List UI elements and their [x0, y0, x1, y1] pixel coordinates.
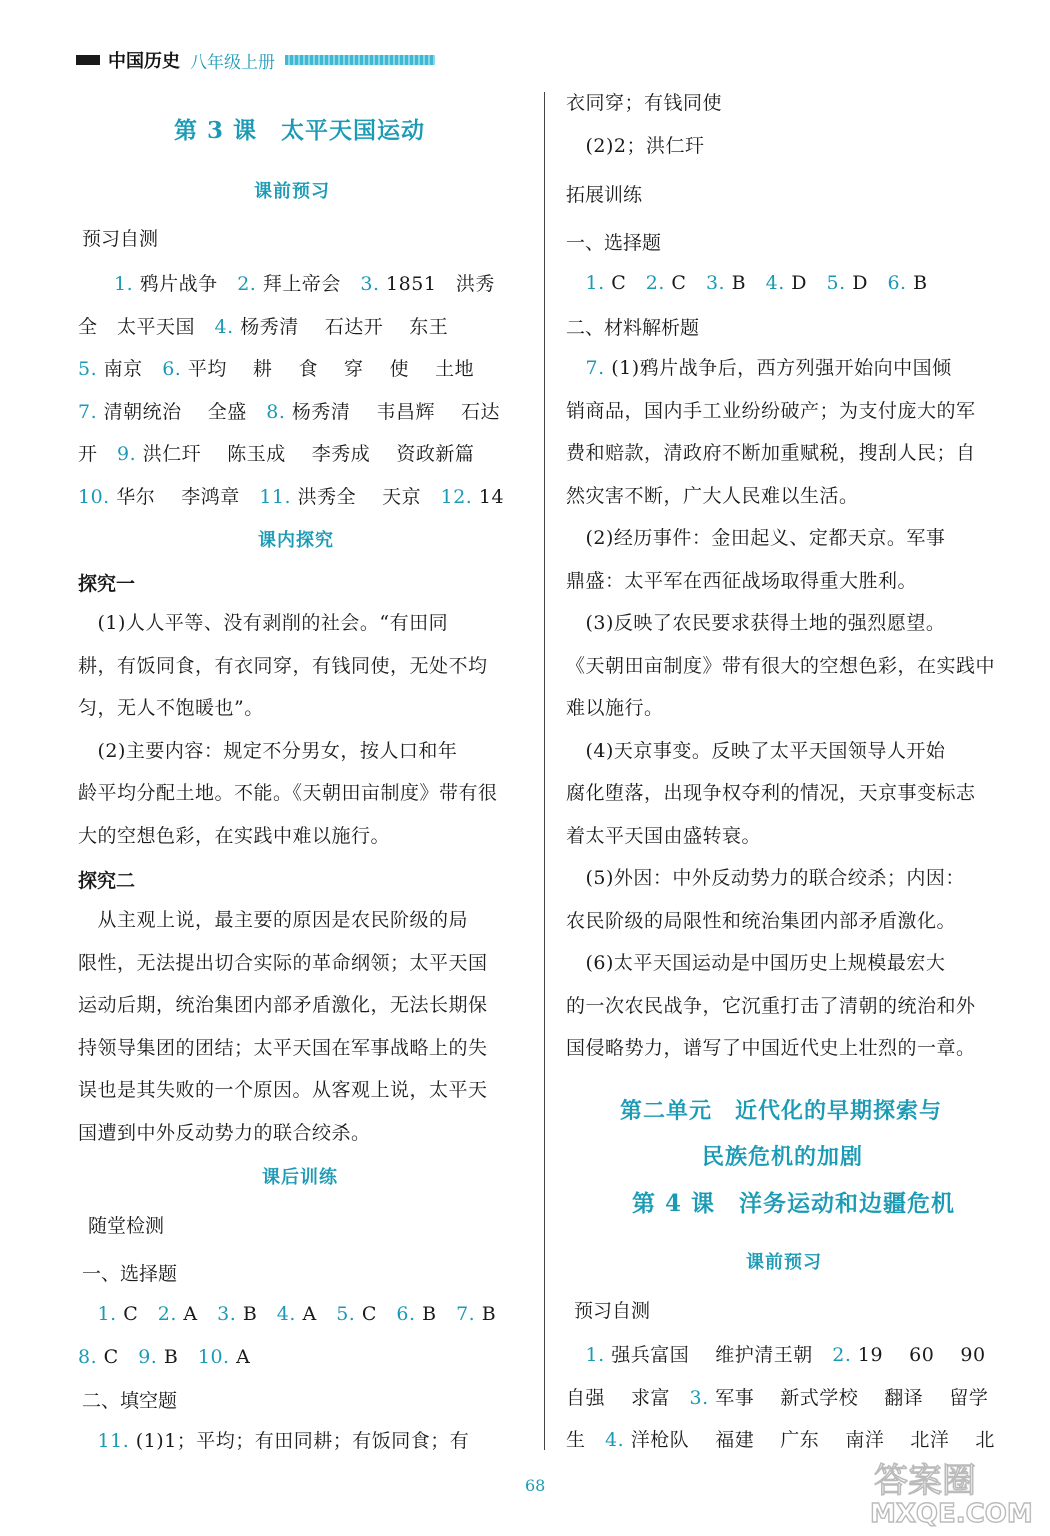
text-segment: 洪仁玕 陈玉成 李秀成 资政新篇: [136, 443, 475, 465]
text-line: [78, 950, 488, 976]
text-segment: D: [845, 272, 888, 294]
text-segment: 持领导集团的团结；太平天国在军事战略上的失: [78, 1036, 488, 1059]
text-segment: D: [784, 272, 827, 294]
item-number: 3.: [705, 272, 726, 294]
fill-heading: 二、填空题: [82, 1390, 178, 1412]
text-line: [78, 610, 448, 636]
text-segment: 平均 耕 食 穿 使 土地: [181, 358, 475, 380]
item-number: 3.: [689, 1386, 709, 1409]
text-line: [78, 695, 264, 721]
text-segment: C: [355, 1303, 397, 1325]
running-header: [76, 48, 435, 72]
text-segment: C: [97, 1345, 139, 1368]
text-segment: 匀，无人不饱暖也”。: [78, 697, 264, 719]
text-line: [566, 398, 976, 424]
text-segment: 耕，有饭同食，有衣同穿，有钱同使，无处不均: [78, 654, 488, 677]
item-number: 8.: [266, 400, 286, 423]
text-segment: 龄平均分配土地。不能。《天朝田亩制度》带有很: [78, 782, 498, 804]
text-line: [566, 440, 976, 466]
text-line: [566, 738, 945, 764]
unit-title-line-2: 民族危机的加剧: [702, 1144, 864, 1170]
text-segment: 洪秀全 天京: [291, 485, 441, 508]
item-number: 1.: [585, 1344, 605, 1366]
lesson-3-title: 第 3 课 太平天国运动: [174, 117, 426, 144]
text-segment: 难以施行。: [566, 697, 664, 719]
text-segment: 着太平天国由盛转衰。: [566, 824, 762, 847]
text-segment: 腐化堕落，出现争权夺利的情况，天京事变标志: [566, 782, 976, 804]
text-segment: 衣同穿；有钱同使: [566, 92, 723, 114]
text-segment: 生: [566, 1429, 606, 1451]
text-line: [78, 1301, 496, 1327]
text-segment: 的一次农民战争，它沉重打击了清朝的统治和外: [566, 994, 976, 1017]
explore-section-title: 课内探究: [258, 530, 334, 551]
text-segment: 洋枪队 福建 广东 南洋 北洋 北: [624, 1429, 995, 1451]
class-test-heading: 随堂检测: [88, 1215, 165, 1237]
text-segment: (4)天京事变。反映了太平天国领导人开始: [566, 739, 946, 762]
ext-choice-heading: 一、选择题: [566, 232, 662, 254]
unit-title-line-1: 第二单元 近代化的早期探索与: [620, 1098, 943, 1124]
text-line: [114, 271, 495, 297]
text-line: [566, 993, 976, 1019]
text-segment: C: [664, 272, 706, 294]
item-number: 3.: [360, 273, 380, 295]
watermark-text-1: 答案圈: [874, 1461, 976, 1501]
text-segment: B: [475, 1303, 497, 1325]
text-line: [566, 90, 722, 116]
text-segment: B: [157, 1345, 198, 1368]
text-line: [78, 399, 500, 425]
text-segment: 国侵略势力，谱写了中国近代史上壮烈的一章。: [566, 1037, 976, 1059]
lesson-4-preview-title: 课前预习: [746, 1252, 822, 1273]
text-line: [566, 780, 976, 806]
text-line: [566, 270, 928, 296]
text-segment: (2)主要内容：规定不分男女，按人口和年: [78, 739, 458, 762]
text-line: [566, 1427, 995, 1453]
text-segment: C: [604, 272, 646, 294]
text-segment: 农民阶级的局限性和统治集团内部矛盾激化。: [566, 909, 957, 932]
text-segment: 然灾害不断，广大人民难以生活。: [566, 484, 859, 507]
text-line: [78, 1077, 488, 1103]
text-segment: 开: [78, 443, 118, 465]
text-segment: B: [906, 272, 928, 294]
text-segment: 14: [472, 485, 505, 508]
text-segment: B: [725, 272, 766, 294]
text-segment: 南京: [97, 358, 163, 380]
item-number: 7.: [78, 400, 98, 423]
item-number: 3.: [217, 1303, 237, 1325]
item-number: 1.: [114, 273, 134, 295]
watermark-text-2: MXQE.COM: [870, 1499, 1033, 1528]
extension-heading: 拓展训练: [566, 184, 643, 206]
explore-2-heading: 探究二: [78, 870, 136, 892]
item-number: 1.: [97, 1303, 117, 1325]
text-segment: 鸦片战争: [133, 273, 238, 295]
text-segment: 1851 洪秀: [379, 273, 495, 295]
text-segment: 全 太平天国: [78, 315, 215, 338]
text-line: [78, 780, 498, 806]
self-test-heading: 预习自测: [82, 228, 159, 250]
text-line: [566, 525, 945, 551]
text-segment: 鼎盛：太平军在西征战场取得重大胜利。: [566, 569, 918, 592]
text-line: [566, 950, 945, 976]
text-line: [78, 441, 474, 467]
text-segment: B: [415, 1303, 457, 1325]
explore-1-heading: 探究一: [78, 573, 136, 595]
text-line: [566, 1342, 986, 1368]
text-segment: 国遭到中外反动势力的联合绞杀。: [78, 1121, 371, 1144]
text-line: [566, 653, 995, 679]
text-segment: 强兵富国 维护清王朝: [604, 1344, 833, 1366]
text-segment: 华尔 李鸿章: [109, 485, 260, 508]
text-segment: 运动后期，统治集团内部矛盾激化，无法长期保: [78, 994, 488, 1016]
text-line: [78, 484, 504, 510]
header-bar-right: [285, 55, 435, 65]
item-number: 1.: [585, 272, 605, 294]
text-segment: (6)太平天国运动是中国历史上规模最宏大: [566, 952, 946, 974]
text-segment: 误也是其失败的一个原因。从客观上说，太平天: [78, 1079, 488, 1101]
item-number: 4.: [214, 315, 234, 338]
book-title: 中国历史: [108, 51, 180, 72]
item-number: 5.: [78, 358, 98, 380]
text-segment: 杨秀清 韦昌辉 石达: [285, 400, 500, 423]
text-line: [78, 907, 468, 933]
text-line: [566, 823, 761, 849]
text-line: [78, 314, 448, 340]
text-segment: 自强 求富: [566, 1386, 690, 1409]
item-number: 11.: [97, 1430, 130, 1452]
text-line: [566, 1035, 976, 1061]
text-segment: A: [295, 1303, 337, 1325]
text-segment: 清朝统治 全盛: [97, 400, 267, 423]
item-number: 2.: [645, 272, 665, 294]
text-segment: 军事 新式学校 翻译 留学: [708, 1386, 989, 1409]
book-subtitle: 八年级上册: [190, 52, 275, 73]
text-line: [566, 695, 664, 721]
text-segment: 大的空想色彩，在实践中难以施行。: [78, 824, 391, 847]
text-segment: 《天朝田亩制度》带有很大的空想色彩，在实践中: [566, 654, 996, 677]
header-bar-left: [76, 55, 100, 65]
text-segment: (5)外因：中外反动势力的联合绞杀；内因：: [566, 867, 965, 889]
text-segment: 限性，无法提出切合实际的革命纲领；太平天国: [78, 951, 488, 974]
text-line: [566, 483, 859, 509]
item-number: 11.: [259, 485, 292, 508]
preview-section-title: 课前预习: [254, 181, 330, 202]
text-segment: [78, 1430, 98, 1452]
after-class-section-title: 课后训练: [262, 1167, 338, 1188]
item-number: 10.: [197, 1345, 230, 1368]
text-segment: (2)2；洪仁玕: [566, 134, 705, 157]
text-segment: 杨秀清 石达开 东王: [233, 315, 449, 338]
watermark-logo: [866, 1452, 1036, 1528]
text-segment: 销商品，国内手工业纷纷破产；为支付庞大的军: [566, 399, 976, 422]
column-divider: [544, 92, 545, 1450]
lesson-4-self-test-heading: 预习自测: [574, 1300, 651, 1322]
text-line: [566, 568, 917, 594]
text-line: [566, 610, 945, 636]
item-number: 2.: [237, 273, 257, 295]
lesson-4-title: 第 4 课 洋务运动和边疆危机: [632, 1190, 956, 1217]
text-line: [78, 356, 474, 382]
text-segment: (3)反映了农民要求获得土地的强烈愿望。: [566, 612, 946, 634]
material-heading: 二、材料解析题: [566, 317, 700, 339]
item-number: 8.: [78, 1345, 98, 1368]
item-number: 9.: [138, 1345, 158, 1368]
text-segment: A: [176, 1303, 218, 1325]
item-number: 12.: [440, 485, 473, 508]
item-number: 5.: [826, 272, 846, 294]
text-line: [78, 1344, 250, 1370]
text-segment: [78, 1303, 98, 1325]
text-segment: A: [229, 1345, 251, 1368]
text-segment: (1)人人平等、没有剥削的社会。“有田同: [78, 612, 449, 634]
text-line: [566, 133, 705, 159]
item-number: 9.: [117, 443, 137, 465]
text-segment: [566, 272, 586, 294]
item-number: 2.: [832, 1344, 852, 1366]
text-segment: [566, 357, 586, 379]
text-line: [78, 992, 488, 1018]
text-line: [566, 865, 965, 891]
item-number: 5.: [336, 1303, 356, 1325]
item-number: 4.: [765, 272, 785, 294]
text-segment: C: [116, 1303, 158, 1325]
text-line: [78, 653, 488, 679]
text-line: [566, 355, 952, 381]
item-number: 2.: [157, 1303, 177, 1325]
item-number: 6.: [887, 272, 907, 294]
page-number: 68: [525, 1476, 546, 1495]
item-number: 4.: [605, 1429, 625, 1451]
text-line: [78, 823, 390, 849]
item-number: 6.: [396, 1303, 416, 1325]
text-segment: 19 60 90: [851, 1344, 986, 1366]
item-number: 10.: [78, 485, 110, 508]
text-segment: (1)鸦片战争后，西方列强开始向中国倾: [604, 357, 952, 379]
text-segment: 从主观上说，最主要的原因是农民阶级的局: [78, 909, 469, 931]
text-segment: [566, 1344, 586, 1366]
text-segment: B: [236, 1303, 277, 1325]
text-line: [78, 1120, 371, 1146]
text-line: [78, 1035, 488, 1061]
text-line: [78, 1428, 469, 1454]
text-line: [566, 908, 956, 934]
text-line: [566, 1385, 988, 1411]
text-segment: 费和赔款，清政府不断加重赋税，搜刮人民；自: [566, 442, 976, 464]
text-line: [78, 738, 457, 764]
text-segment: 拜上帝会: [256, 273, 361, 295]
text-segment: (1)1；平均；有田同耕；有饭同食；有: [129, 1430, 470, 1452]
item-number: 6.: [162, 358, 182, 380]
item-number: 4.: [276, 1303, 296, 1325]
text-segment: (2)经历事件：金田起义、定都天京。军事: [566, 527, 946, 549]
choice-heading: 一、选择题: [82, 1263, 178, 1285]
item-number: 7.: [456, 1303, 476, 1325]
item-number: 7.: [585, 357, 605, 379]
